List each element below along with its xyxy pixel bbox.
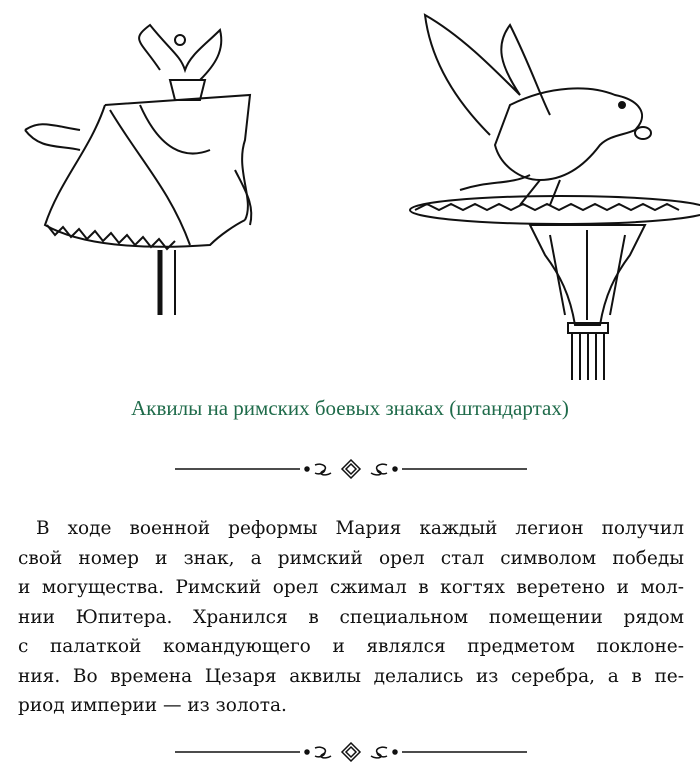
- body-line: и могущества. Римский орел сжимал в когтях веретено и мол-: [18, 577, 684, 598]
- body-line: риод империи — из золота.: [18, 695, 287, 716]
- body-line: с палаткой командующего и являлся предметом поклоне-: [18, 636, 684, 657]
- eagle-standard-drapery-illustration: [20, 10, 290, 320]
- ornamental-divider-bottom: [175, 742, 527, 762]
- body-line: ния. Во времена Цезаря аквилы делались из серебра, а в пе-: [18, 665, 684, 687]
- body-line: В ходе военной реформы Мария каждый легион получил: [36, 518, 684, 539]
- eagle-standard-column-illustration: [400, 5, 700, 380]
- figure-caption: Аквилы на римских боевых знаках (штандартах): [131, 396, 569, 420]
- body-line: нии Юпитера. Хранился в специальном помещении рядом: [18, 606, 684, 628]
- body-paragraph: [18, 514, 684, 721]
- body-line: свой номер и знак, а римский орел стал символом победы: [18, 547, 684, 569]
- ornamental-divider-top: [175, 459, 527, 479]
